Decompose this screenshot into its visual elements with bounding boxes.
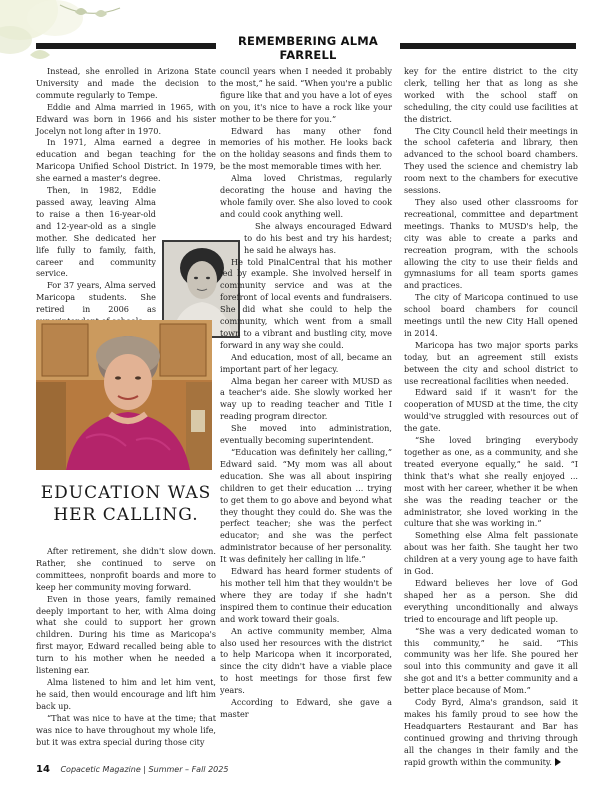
paragraph: Edward has heard former students of his mother tell him that they wouldn't be where they are today if she hadn't inspired them to continue their education and work toward their goals. <box>220 566 393 624</box>
paragraph <box>404 697 578 768</box>
paragraph: Eddie and Alma married in 1965, with Edward was born in 1966 and his sister Jocelyn not long after in 1970. <box>36 101 216 136</box>
paragraph: Maricopa has two major sports parks today, but an agreement still exists between the city and school district to use recreational facilities when needed. <box>404 339 578 386</box>
section-headline <box>36 482 216 526</box>
paragraph: Edward believes her love of God shaped her as a person. She did everything unconditionally and always tried to encourage and lift people up. <box>404 577 578 624</box>
headline-line: EDUCATION WAS <box>40 483 212 503</box>
headline-line: HER CALLING. <box>53 505 199 525</box>
paragraph: Then, in 1982, Eddie passed away, leaving Alma to raise a then 16-year-old and 12-year-old as a single mother. She dedicated her life fully to family, faith, career and community service. <box>36 185 156 279</box>
page-footer <box>36 764 228 775</box>
paragraph: Something else Alma felt passionate about was her faith. She taught her two children at a very young age to have faith in God. <box>404 530 578 577</box>
paragraph: Alma loved Christmas, regularly decorating the house and having the whole family over. She also loved to cook and could cook anything well. <box>220 173 392 219</box>
paragraph: key for the entire district to the city clerk, telling her that as long as she worked with the school staff on scheduling, the city could use facilities at the district. <box>404 66 578 124</box>
paragraph: Alma listened to him and let him vent, he said, then would encourage and lift him back up. <box>36 676 216 711</box>
paragraph: Edward said if it wasn't for the cooperation of MUSD at the time, the city would've struggled with resources out of the gate. <box>404 387 578 434</box>
paragraph: Instead, she enrolled in Arizona State University and made the decision to commute regularly to Tempe. <box>36 66 216 100</box>
header-rule-right <box>400 43 576 49</box>
magazine-name: Copacetic Magazine <box>60 765 141 774</box>
paragraph: She always encouraged Edward to do his best and try his hardest; he said he always has. <box>244 220 392 255</box>
paragraph: For 37 years, Alma served Maricopa students. She retired in 2006 as <box>36 280 156 315</box>
issue-label: Summer – Fall 2025 <box>148 765 229 774</box>
paragraph: An active community member, Alma also used her resources with the district to help Maricopa when it incorporated, since the city didn't have a viable place to host meetings for those first few years. <box>220 625 392 696</box>
paragraph-text: Cody Byrd, Alma's grandson, said it makes his family proud to see how the Headquarters Restaurant and Bar has continued growing and thriving through all the changes in their family and the rapid growth within the community. <box>404 697 578 767</box>
floral-decoration <box>0 0 240 70</box>
column-2 <box>220 66 392 721</box>
paragraph: “She was a very dedicated woman to this community,” he said. “This community was her life. She poured her soul into this community and gave it all she got and it's a better community and a better place because of Mom.” <box>404 625 578 696</box>
paragraph: “That was nice to have at the time; that was nice to have throughout my whole life, but it was extra special during those city <box>36 712 216 747</box>
paragraph: Alma began her career with MUSD as a teacher's aide. She slowly worked her way up to reading teacher and Title I reading program director. <box>220 375 392 422</box>
paragraph: Edward has many other fond memories of his mother. He looks back on the holiday seasons and finds them to be the most memorable times with her. <box>220 125 392 172</box>
header-rule-left <box>36 43 216 49</box>
paragraph: The city of Maricopa continued to use school board chambers for council meetings until the new City Hall opened in 2014. <box>404 292 578 338</box>
paragraph: After retirement, she didn't slow down. Rather, she continued to serve on committees, nonprofit boards and more to keep her community moving forward. <box>36 546 216 592</box>
paragraph: She moved into administration, eventually becoming superintendent. <box>220 423 392 446</box>
paragraph: The City Council held their meetings in the school cafeteria and library, then advanced to the school board chambers. They used the science and chemistry lab room next to the chambers for executive sessions. <box>404 125 578 196</box>
paragraph: “Education was definitely her calling,” Edward said. “My mom was all about education. She was all about inspiring children to get their education ... trying to get them to go above and beyond what they thought they could do. She was the perfect teacher; she was the perfect educator; and she was the perfect administrator because of her personality. It was definitely her calling in life.” <box>220 447 392 565</box>
paragraph: Even in those years, family remained deeply important to her, with Alma doing what she could to support her grown children. During his time as Maricopa's first mayor, Edward recalled being able to turn to his mother when he needed a listening ear. <box>36 593 216 676</box>
paragraph: They also used other classrooms for recreational, committee and department meetings. Thanks to MUSD's help, the city was able to create a parks and recreation program, with the schools allowing the city to use their fields and gymnasiums for all team sports games and practices. <box>404 196 578 291</box>
paragraph: In 1971, Alma earned a degree in education and began teaching for the Maricopa Unified School District. In 1979, she earned a master's degree. <box>36 137 216 184</box>
page-number: 14 <box>36 764 50 775</box>
column-1-bottom <box>36 546 216 748</box>
column-3 <box>404 66 578 768</box>
alma-portrait-photo <box>36 320 212 470</box>
paragraph: And education, most of all, became an important part of her legacy. <box>220 351 392 374</box>
paragraph: He told PinalCentral that his mother led by example. She involved herself in community service and was at the forefront of local events and fundraisers. She did what she could to help the community, which went from a small town to a vibrant and bustling city, move forward in any way she could. <box>220 256 392 350</box>
paragraph: “She loved bringing everybody together as one, as a community, and she treated everyone equally,” he said. “I think that's what she really enjoyed ... most with her career, whether it be when she was the reading teacher or the administrator, she loved working in the culture that she was working in.” <box>404 435 578 529</box>
paragraph: council years when I needed it probably the most,” he said. “When you're a public figure like that and you have a lot of eyes on you, it's nice to have a rock like your mother to be there for you.” <box>220 66 392 124</box>
end-mark-icon <box>555 758 561 766</box>
page-header-title: REMEMBERING ALMA FARRELL <box>237 34 379 62</box>
footer-separator: | <box>143 765 146 774</box>
paragraph: According to Edward, she gave a master <box>220 697 392 719</box>
